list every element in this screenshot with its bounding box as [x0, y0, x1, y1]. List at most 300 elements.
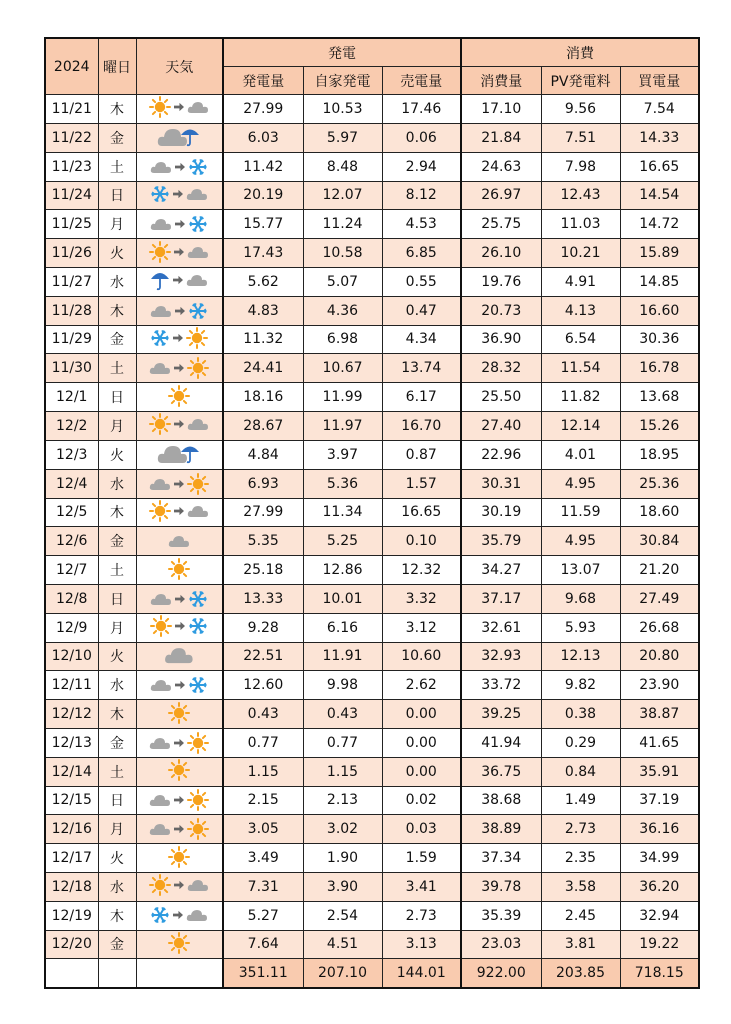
arrow-icon [174, 363, 184, 373]
cloud-rain-icon [157, 441, 201, 465]
row-sold-power: 13.74 [382, 354, 461, 383]
cloud-icon [187, 504, 209, 518]
generation-group-header: 発電 [223, 38, 461, 67]
row-sold-power: 0.10 [382, 527, 461, 556]
cloud-big-icon [164, 645, 194, 665]
row-consumption: 22.96 [461, 440, 541, 469]
row-pv-generation: 12.43 [541, 181, 620, 210]
table-row [45, 527, 699, 556]
row-weather [136, 440, 223, 469]
arrow-icon [174, 419, 184, 429]
row-consumption: 35.79 [461, 527, 541, 556]
row-pv-generation: 12.13 [541, 642, 620, 671]
snow-icon [188, 301, 208, 321]
row-consumption: 41.94 [461, 728, 541, 757]
total-sold-power: 144.01 [382, 959, 461, 989]
row-date: 12/20 [45, 930, 98, 959]
row-consumption: 35.39 [461, 901, 541, 930]
sun-icon [187, 357, 209, 379]
table-row [45, 210, 699, 239]
row-sold-power: 2.73 [382, 901, 461, 930]
row-weekday: 日 [98, 584, 136, 613]
table-row [45, 872, 699, 901]
row-consumption: 23.03 [461, 930, 541, 959]
arrow-icon [175, 306, 185, 316]
row-self-generation: 3.02 [303, 815, 382, 844]
sun-icon [187, 732, 209, 754]
table-body [45, 95, 699, 959]
row-weekday: 木 [98, 498, 136, 527]
row-weekday: 金 [98, 527, 136, 556]
row-generation: 0.43 [223, 700, 303, 729]
row-purchased-power: 27.49 [620, 584, 699, 613]
totals-blank-cell [45, 959, 98, 989]
row-pv-generation: 2.35 [541, 844, 620, 873]
arrow-icon [175, 621, 185, 631]
row-weather [136, 844, 223, 873]
row-consumption: 26.10 [461, 239, 541, 268]
table-row [45, 181, 699, 210]
total-generation: 351.11 [223, 959, 303, 989]
row-date: 12/19 [45, 901, 98, 930]
row-purchased-power: 30.84 [620, 527, 699, 556]
row-weekday: 木 [98, 901, 136, 930]
arrow-icon [174, 880, 184, 890]
snow-icon [188, 157, 208, 177]
row-pv-generation: 4.95 [541, 469, 620, 498]
row-generation: 2.15 [223, 786, 303, 815]
row-self-generation: 3.97 [303, 440, 382, 469]
row-weekday: 土 [98, 757, 136, 786]
table-row [45, 930, 699, 959]
row-date: 12/4 [45, 469, 98, 498]
row-generation: 15.77 [223, 210, 303, 239]
row-weekday: 月 [98, 613, 136, 642]
sun-icon [149, 241, 171, 263]
row-self-generation: 6.16 [303, 613, 382, 642]
total-consumption: 922.00 [461, 959, 541, 989]
row-self-generation: 8.48 [303, 152, 382, 181]
table-row [45, 411, 699, 440]
row-self-generation: 5.36 [303, 469, 382, 498]
row-date: 12/7 [45, 556, 98, 585]
arrow-icon [175, 219, 185, 229]
table-row [45, 152, 699, 181]
row-weekday: 土 [98, 556, 136, 585]
row-weather [136, 267, 223, 296]
row-sold-power: 4.53 [382, 210, 461, 239]
sun-icon [168, 558, 190, 580]
row-generation: 6.93 [223, 469, 303, 498]
cloud-icon [149, 477, 171, 491]
row-weather [136, 671, 223, 700]
row-weather [136, 469, 223, 498]
row-sold-power: 6.85 [382, 239, 461, 268]
table-row [45, 239, 699, 268]
row-pv-generation: 10.21 [541, 239, 620, 268]
sun-icon [186, 327, 208, 349]
weekday-header: 曜日 [98, 38, 136, 95]
row-date: 12/9 [45, 613, 98, 642]
row-pv-generation: 5.93 [541, 613, 620, 642]
row-weather [136, 411, 223, 440]
row-date: 11/28 [45, 296, 98, 325]
row-self-generation: 1.90 [303, 844, 382, 873]
row-weather [136, 613, 223, 642]
row-pv-generation: 9.56 [541, 95, 620, 124]
snow-icon [188, 675, 208, 695]
table-row [45, 786, 699, 815]
row-generation: 4.83 [223, 296, 303, 325]
row-generation: 1.15 [223, 757, 303, 786]
row-generation: 3.49 [223, 844, 303, 873]
sun-icon [149, 874, 171, 896]
row-weather [136, 527, 223, 556]
row-date: 11/30 [45, 354, 98, 383]
row-consumption: 21.84 [461, 123, 541, 152]
row-date: 11/26 [45, 239, 98, 268]
row-weekday: 水 [98, 469, 136, 498]
row-purchased-power: 18.95 [620, 440, 699, 469]
row-weather [136, 700, 223, 729]
row-sold-power: 0.02 [382, 786, 461, 815]
table-row [45, 613, 699, 642]
table-row [45, 123, 699, 152]
row-weekday: 金 [98, 930, 136, 959]
total-purchased-power: 718.15 [620, 959, 699, 989]
row-consumption: 17.10 [461, 95, 541, 124]
table-row [45, 440, 699, 469]
row-consumption: 24.63 [461, 152, 541, 181]
row-purchased-power: 14.54 [620, 181, 699, 210]
row-purchased-power: 14.33 [620, 123, 699, 152]
row-generation: 12.60 [223, 671, 303, 700]
arrow-icon [175, 680, 185, 690]
row-consumption: 39.78 [461, 872, 541, 901]
row-purchased-power: 16.78 [620, 354, 699, 383]
row-sold-power: 0.55 [382, 267, 461, 296]
row-sold-power: 12.32 [382, 556, 461, 585]
row-sold-power: 6.17 [382, 383, 461, 412]
cloud-icon [187, 417, 209, 431]
cloud-icon [150, 160, 172, 174]
row-weather [136, 728, 223, 757]
row-pv-generation: 0.29 [541, 728, 620, 757]
row-weather [136, 239, 223, 268]
row-sold-power: 0.47 [382, 296, 461, 325]
row-weather [136, 930, 223, 959]
row-generation: 22.51 [223, 642, 303, 671]
row-pv-generation: 3.81 [541, 930, 620, 959]
row-date: 12/8 [45, 584, 98, 613]
row-purchased-power: 35.91 [620, 757, 699, 786]
row-consumption: 25.50 [461, 383, 541, 412]
arrow-icon [174, 102, 184, 112]
cloud-icon [149, 793, 171, 807]
table-row [45, 95, 699, 124]
row-sold-power: 17.46 [382, 95, 461, 124]
row-pv-generation: 9.82 [541, 671, 620, 700]
row-weekday: 日 [98, 786, 136, 815]
row-sold-power: 4.34 [382, 325, 461, 354]
cloud-icon [187, 878, 209, 892]
row-pv-generation: 9.68 [541, 584, 620, 613]
row-generation: 5.62 [223, 267, 303, 296]
row-date: 12/11 [45, 671, 98, 700]
row-date: 11/21 [45, 95, 98, 124]
row-weather [136, 296, 223, 325]
col-generation-amount: 発電量 [223, 67, 303, 95]
row-purchased-power: 23.90 [620, 671, 699, 700]
row-self-generation: 12.07 [303, 181, 382, 210]
table-row [45, 901, 699, 930]
row-consumption: 38.68 [461, 786, 541, 815]
row-consumption: 37.17 [461, 584, 541, 613]
arrow-icon [175, 594, 185, 604]
row-date: 11/24 [45, 181, 98, 210]
row-generation: 7.64 [223, 930, 303, 959]
snow-icon [150, 328, 170, 348]
row-self-generation: 11.24 [303, 210, 382, 239]
row-date: 12/16 [45, 815, 98, 844]
row-date: 12/18 [45, 872, 98, 901]
row-consumption: 25.75 [461, 210, 541, 239]
row-pv-generation: 13.07 [541, 556, 620, 585]
row-weekday: 日 [98, 383, 136, 412]
table-row [45, 354, 699, 383]
row-sold-power: 1.57 [382, 469, 461, 498]
row-generation: 18.16 [223, 383, 303, 412]
totals-blank-cell [98, 959, 136, 989]
row-consumption: 30.31 [461, 469, 541, 498]
row-weather [136, 815, 223, 844]
row-purchased-power: 7.54 [620, 95, 699, 124]
row-purchased-power: 36.16 [620, 815, 699, 844]
row-sold-power: 3.13 [382, 930, 461, 959]
table-row [45, 469, 699, 498]
row-weekday: 月 [98, 210, 136, 239]
row-sold-power: 0.03 [382, 815, 461, 844]
row-self-generation: 4.51 [303, 930, 382, 959]
power-table [44, 37, 700, 989]
row-weekday: 金 [98, 123, 136, 152]
arrow-icon [175, 162, 185, 172]
row-purchased-power: 19.22 [620, 930, 699, 959]
table-row [45, 844, 699, 873]
row-pv-generation: 11.54 [541, 354, 620, 383]
row-weekday: 金 [98, 325, 136, 354]
row-generation: 27.99 [223, 95, 303, 124]
row-consumption: 32.93 [461, 642, 541, 671]
row-weekday: 土 [98, 354, 136, 383]
row-purchased-power: 16.60 [620, 296, 699, 325]
col-purchased-power: 買電量 [620, 67, 699, 95]
row-weather [136, 584, 223, 613]
row-weekday: 月 [98, 815, 136, 844]
row-pv-generation: 11.59 [541, 498, 620, 527]
cloud-icon [186, 908, 208, 922]
row-weather [136, 210, 223, 239]
row-purchased-power: 34.99 [620, 844, 699, 873]
row-weekday: 火 [98, 239, 136, 268]
table-row [45, 671, 699, 700]
row-sold-power: 3.41 [382, 872, 461, 901]
row-date: 11/29 [45, 325, 98, 354]
weather-header: 天気 [136, 38, 223, 95]
row-pv-generation: 7.51 [541, 123, 620, 152]
col-consumption: 消費量 [461, 67, 541, 95]
row-sold-power: 0.00 [382, 757, 461, 786]
total-pv-generation: 203.85 [541, 959, 620, 989]
totals-blank-cell [136, 959, 223, 989]
row-generation: 9.28 [223, 613, 303, 642]
row-purchased-power: 36.20 [620, 872, 699, 901]
table-row [45, 556, 699, 585]
row-sold-power: 0.06 [382, 123, 461, 152]
row-self-generation: 11.97 [303, 411, 382, 440]
row-pv-generation: 4.91 [541, 267, 620, 296]
row-date: 12/5 [45, 498, 98, 527]
row-self-generation: 11.91 [303, 642, 382, 671]
arrow-icon [173, 189, 183, 199]
row-sold-power: 16.65 [382, 498, 461, 527]
row-weekday: 月 [98, 411, 136, 440]
row-weather [136, 872, 223, 901]
row-self-generation: 3.90 [303, 872, 382, 901]
sun-icon [187, 789, 209, 811]
row-self-generation: 1.15 [303, 757, 382, 786]
row-sold-power: 8.12 [382, 181, 461, 210]
row-purchased-power: 14.72 [620, 210, 699, 239]
row-generation: 24.41 [223, 354, 303, 383]
row-generation: 17.43 [223, 239, 303, 268]
totals-row [45, 959, 699, 989]
row-sold-power: 0.00 [382, 728, 461, 757]
table-row [45, 700, 699, 729]
row-weekday: 日 [98, 181, 136, 210]
table-row [45, 642, 699, 671]
row-generation: 11.42 [223, 152, 303, 181]
row-weather [136, 642, 223, 671]
cloud-icon [186, 187, 208, 201]
cloud-icon [149, 822, 171, 836]
row-purchased-power: 15.26 [620, 411, 699, 440]
row-purchased-power: 32.94 [620, 901, 699, 930]
row-weekday: 金 [98, 728, 136, 757]
row-self-generation: 11.99 [303, 383, 382, 412]
table-row [45, 584, 699, 613]
row-pv-generation: 6.54 [541, 325, 620, 354]
row-pv-generation: 4.95 [541, 527, 620, 556]
row-weather [136, 181, 223, 210]
row-self-generation: 10.67 [303, 354, 382, 383]
snow-icon [188, 616, 208, 636]
row-consumption: 20.73 [461, 296, 541, 325]
row-pv-generation: 3.58 [541, 872, 620, 901]
row-weekday: 火 [98, 642, 136, 671]
cloud-icon [149, 736, 171, 750]
row-self-generation: 4.36 [303, 296, 382, 325]
row-date: 12/14 [45, 757, 98, 786]
row-sold-power: 1.59 [382, 844, 461, 873]
row-generation: 27.99 [223, 498, 303, 527]
row-purchased-power: 30.36 [620, 325, 699, 354]
sun-icon [150, 615, 172, 637]
row-date: 12/6 [45, 527, 98, 556]
row-weather [136, 123, 223, 152]
row-weekday: 木 [98, 296, 136, 325]
row-date: 12/13 [45, 728, 98, 757]
row-purchased-power: 25.36 [620, 469, 699, 498]
row-date: 12/1 [45, 383, 98, 412]
snow-icon [150, 184, 170, 204]
row-weekday: 水 [98, 671, 136, 700]
row-self-generation: 5.07 [303, 267, 382, 296]
row-pv-generation: 12.14 [541, 411, 620, 440]
sun-icon [168, 846, 190, 868]
row-consumption: 33.72 [461, 671, 541, 700]
sun-icon [168, 385, 190, 407]
row-generation: 7.31 [223, 872, 303, 901]
row-weekday: 木 [98, 95, 136, 124]
umbrella-icon [150, 269, 170, 291]
row-weather [136, 383, 223, 412]
cloud-icon [149, 361, 171, 375]
arrow-icon [173, 333, 183, 343]
row-sold-power: 0.87 [382, 440, 461, 469]
row-purchased-power: 15.89 [620, 239, 699, 268]
row-purchased-power: 21.20 [620, 556, 699, 585]
year-header: 2024 [45, 38, 98, 95]
cloud-rain-icon [157, 124, 201, 148]
row-date: 12/15 [45, 786, 98, 815]
row-sold-power: 2.62 [382, 671, 461, 700]
cloud-icon [168, 534, 190, 548]
row-consumption: 26.97 [461, 181, 541, 210]
row-consumption: 37.34 [461, 844, 541, 873]
row-sold-power: 2.94 [382, 152, 461, 181]
row-weather [136, 325, 223, 354]
row-pv-generation: 4.13 [541, 296, 620, 325]
row-purchased-power: 38.87 [620, 700, 699, 729]
row-date: 12/12 [45, 700, 98, 729]
row-consumption: 38.89 [461, 815, 541, 844]
row-generation: 3.05 [223, 815, 303, 844]
row-purchased-power: 18.60 [620, 498, 699, 527]
row-weather [136, 95, 223, 124]
row-weather [136, 786, 223, 815]
row-purchased-power: 26.68 [620, 613, 699, 642]
row-purchased-power: 14.85 [620, 267, 699, 296]
row-weather [136, 498, 223, 527]
arrow-icon [174, 247, 184, 257]
cloud-icon [150, 304, 172, 318]
row-generation: 6.03 [223, 123, 303, 152]
row-sold-power: 10.60 [382, 642, 461, 671]
row-weekday: 水 [98, 267, 136, 296]
snow-icon [188, 214, 208, 234]
table-row [45, 757, 699, 786]
cloud-icon [187, 100, 209, 114]
row-date: 11/23 [45, 152, 98, 181]
row-self-generation: 6.98 [303, 325, 382, 354]
table-row [45, 325, 699, 354]
row-self-generation: 5.25 [303, 527, 382, 556]
row-date: 11/27 [45, 267, 98, 296]
row-generation: 0.77 [223, 728, 303, 757]
row-consumption: 30.19 [461, 498, 541, 527]
row-sold-power: 3.32 [382, 584, 461, 613]
